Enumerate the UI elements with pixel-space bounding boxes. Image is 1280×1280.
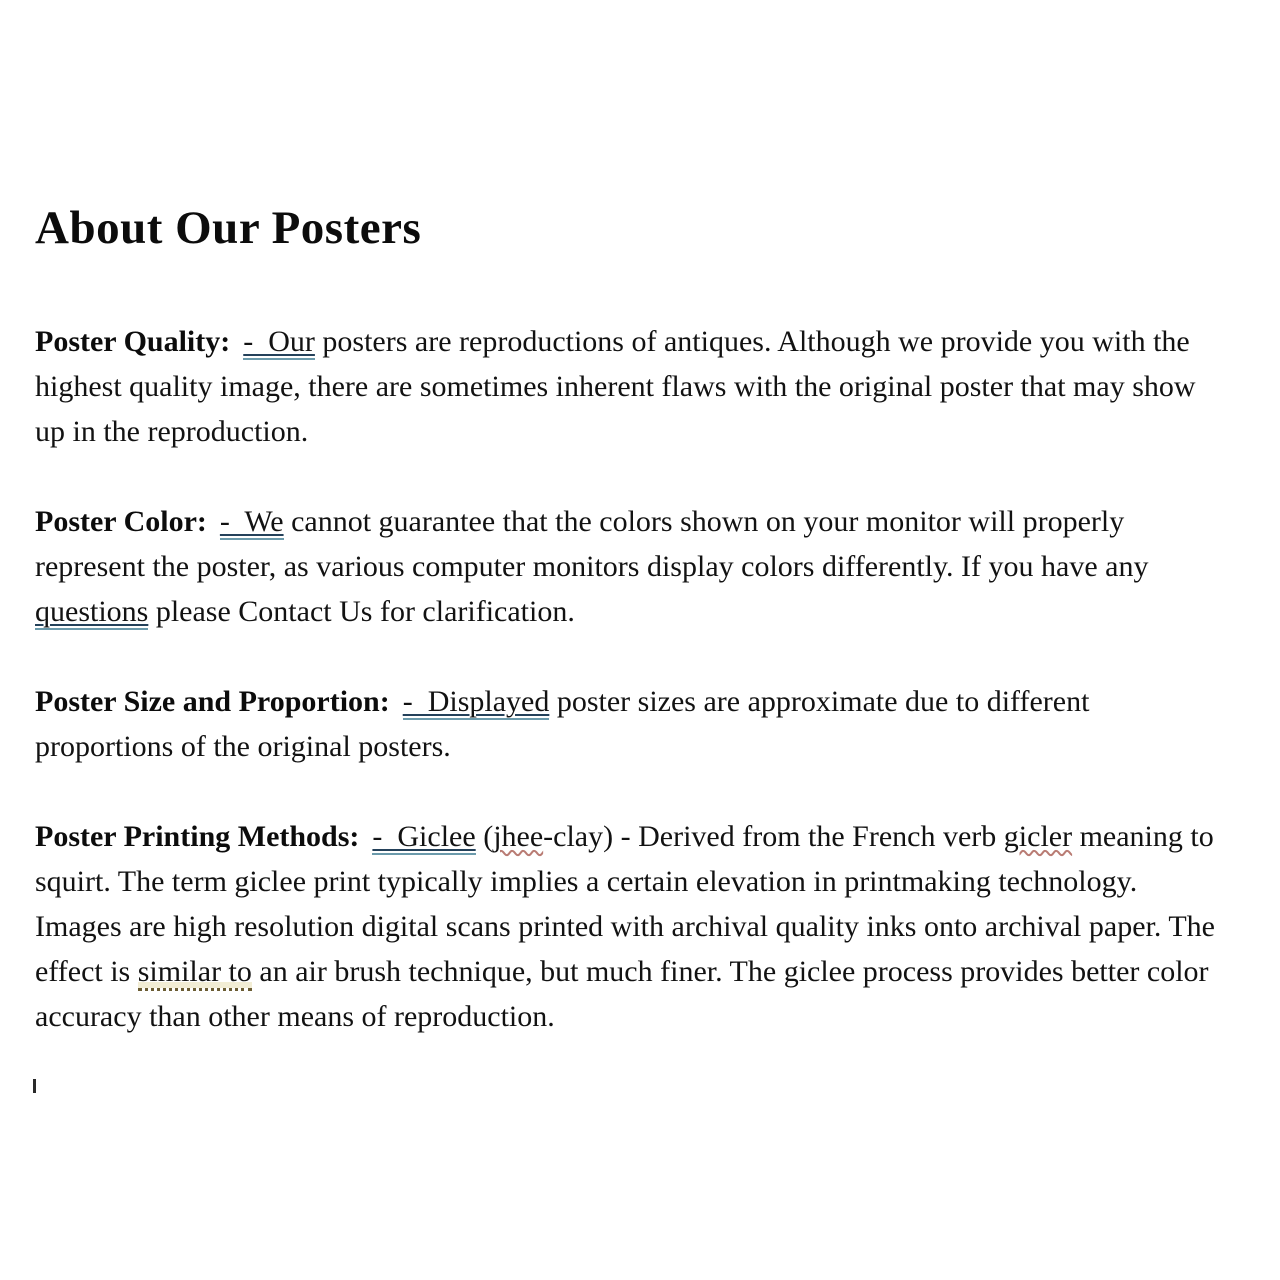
poster-quality-label: Poster Quality: — [35, 324, 231, 358]
format-proofing-mark-questions: questions — [35, 594, 149, 628]
format-proofing-mark-our: - Our — [243, 324, 315, 358]
format-proofing-mark-displayed: - Displayed — [402, 684, 550, 718]
grammar-mark-similar-to: similar to — [138, 955, 252, 991]
spellcheck-squiggle-jhee: jhee — [493, 819, 544, 853]
poster-printing-text-3: meaning to squirt. The term giclee print typically implies a certain elevation in printmaking technology. Images are high resolution digital scans printed with archival quality inks onto archival paper. The effect is — [35, 819, 1215, 988]
poster-size-label: Poster Size and Proportion: — [35, 684, 390, 718]
poster-color-text-1: cannot guarantee that the colors shown on your monitor will properly represent the poster, as various computer monitors display colors differently. If you have any — [35, 504, 1149, 583]
paragraph-poster-quality — [35, 319, 1215, 454]
page-title: About Our Posters — [35, 202, 422, 254]
paragraph-poster-size — [35, 679, 1215, 769]
text-cursor — [33, 1079, 36, 1093]
poster-quality-text: posters are reproductions of antiques. Although we provide you with the highest quality image, there are sometimes inherent flaws with the original poster that may show up in the reproduction. — [35, 324, 1196, 448]
poster-printing-label: Poster Printing Methods: — [35, 819, 360, 853]
poster-printing-text-2: -clay) - Derived from the French verb — [543, 819, 1004, 853]
paragraph-poster-printing — [35, 814, 1215, 1039]
format-proofing-mark-we: - We — [219, 504, 284, 538]
paragraph-poster-color — [35, 499, 1215, 634]
format-proofing-mark-giclee: - Giclee — [372, 819, 476, 853]
poster-size-text: poster sizes are approximate due to different proportions of the original posters. — [35, 684, 1090, 763]
poster-color-text-2: please Contact Us for clarification. — [148, 594, 575, 628]
poster-printing-text-4: an air brush technique, but much finer. The giclee process provides better color accuracy than other means of reproduction. — [35, 954, 1209, 1033]
document-page — [35, 203, 1215, 1084]
poster-printing-text-1: ( — [475, 819, 494, 853]
spellcheck-squiggle-gicler: gicler — [1003, 819, 1073, 853]
poster-color-label: Poster Color: — [35, 504, 207, 538]
